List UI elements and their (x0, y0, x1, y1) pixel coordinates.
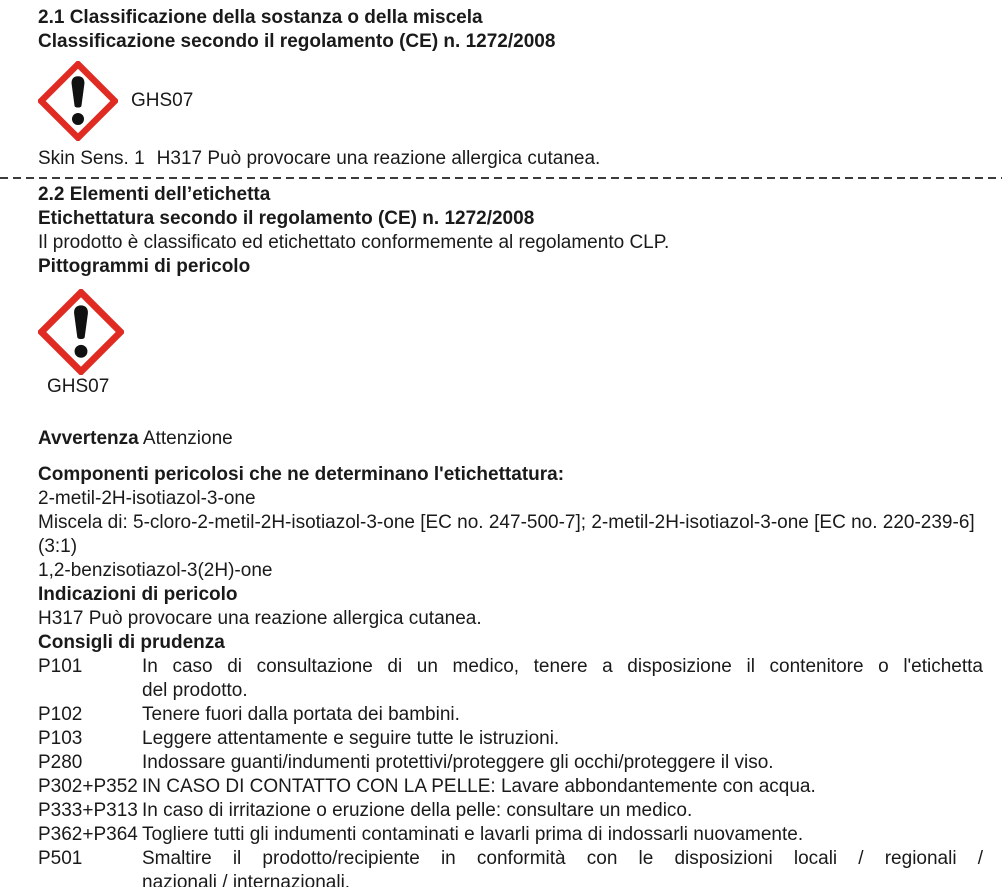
precaution-text: Smaltire il prodotto/recipiente in conformità con le disposizioni locali / regionali / nazionali / internazionali. (142, 848, 983, 887)
signal-word-line (38, 427, 983, 451)
precaution-code: P501 (38, 848, 83, 869)
section-2-1 (0, 6, 1002, 171)
precaution-text: IN CASO DI CONTATTO CON LA PELLE: Lavare abbondantemente con acqua. (142, 776, 816, 797)
component-item: 1,2-benzisotiazol-3(2H)-one (38, 560, 273, 581)
precaution-text: Tenere fuori dalla portata dei bambini. (142, 704, 460, 725)
classification-line (38, 147, 983, 171)
section-2-2-subheading: Etichettatura secondo il regolamento (CE) n. 1272/2008 (38, 208, 535, 229)
hazard-statement: H317 Può provocare una reazione allergica cutanea. (38, 608, 482, 629)
precaution-code: P103 (38, 728, 83, 749)
section-2-2-heading: 2.2 Elementi dell’etichetta (38, 184, 271, 205)
precaution-text: Indossare guanti/indumenti protettivi/proteggere gli occhi/proteggere il viso. (142, 752, 774, 773)
precaution-row (38, 703, 983, 727)
section-2-2 (0, 183, 1002, 887)
precaution-code: P302+P352 (38, 776, 138, 797)
precaution-text: Togliere tutti gli indumenti contaminati e lavarli prima di indossarli nuovamente. (142, 824, 804, 845)
components-heading: Componenti pericolosi che ne determinano l'etichettatura: (38, 464, 565, 485)
precaution-row (38, 775, 983, 799)
precautionary-statements-heading: Consigli di prudenza (38, 632, 225, 653)
precaution-code: P280 (38, 752, 83, 773)
precaution-row (38, 823, 983, 847)
section-2-1-heading: 2.1 Classificazione della sostanza o della miscela (38, 7, 483, 28)
precaution-row (38, 751, 983, 775)
clp-note: Il prodotto è classificato ed etichettato conformemente al regolamento CLP. (38, 232, 670, 253)
precaution-text: In caso di irritazione o eruzione della pelle: consultare un medico. (142, 800, 693, 821)
pictograms-heading: Pittogrammi di pericolo (38, 256, 251, 277)
ghs07-exclamation-icon (38, 289, 124, 375)
ghs07-exclamation-icon (38, 61, 118, 141)
signal-word-label: Avvertenza (38, 428, 139, 449)
precautionary-statements-table (38, 655, 983, 887)
pictogram-code-label: GHS07 (47, 376, 110, 397)
precaution-row (38, 847, 983, 887)
ghs07-pictogram-block (38, 289, 983, 399)
signal-word-value: Attenzione (142, 428, 233, 449)
precaution-text: In caso di consultazione di un medico, tenere a disposizione il contenitore o l'etichetta del prodotto. (142, 656, 983, 701)
hazard-statements-heading: Indicazioni di pericolo (38, 584, 238, 605)
component-item: Miscela di: 5-cloro-2-metil-2H-isotiazol-3-one [EC no. 247-500-7]; 2-metil-2H-isotiazol-3-one [EC no. 220-239-6] (3:1) (38, 512, 975, 557)
precaution-code: P101 (38, 656, 83, 677)
precaution-code: P333+P313 (38, 800, 138, 821)
precaution-code: P102 (38, 704, 83, 725)
classification-category: Skin Sens. 1 (38, 148, 145, 169)
precaution-row (38, 727, 983, 751)
classification-statement: H317 Può provocare una reazione allergica cutanea. (156, 148, 601, 169)
precaution-row (38, 655, 983, 703)
precaution-code: P362+P364 (38, 824, 138, 845)
component-item: 2-metil-2H-isotiazol-3-one (38, 488, 256, 509)
pictogram-code-label: GHS07 (131, 90, 194, 111)
ghs07-pictogram-row (38, 61, 983, 141)
section-2-1-subheading: Classificazione secondo il regolamento (CE) n. 1272/2008 (38, 31, 556, 52)
precaution-text: Leggere attentamente e seguire tutte le istruzioni. (142, 728, 560, 749)
precaution-row (38, 799, 983, 823)
dashed-separator (0, 177, 1002, 179)
